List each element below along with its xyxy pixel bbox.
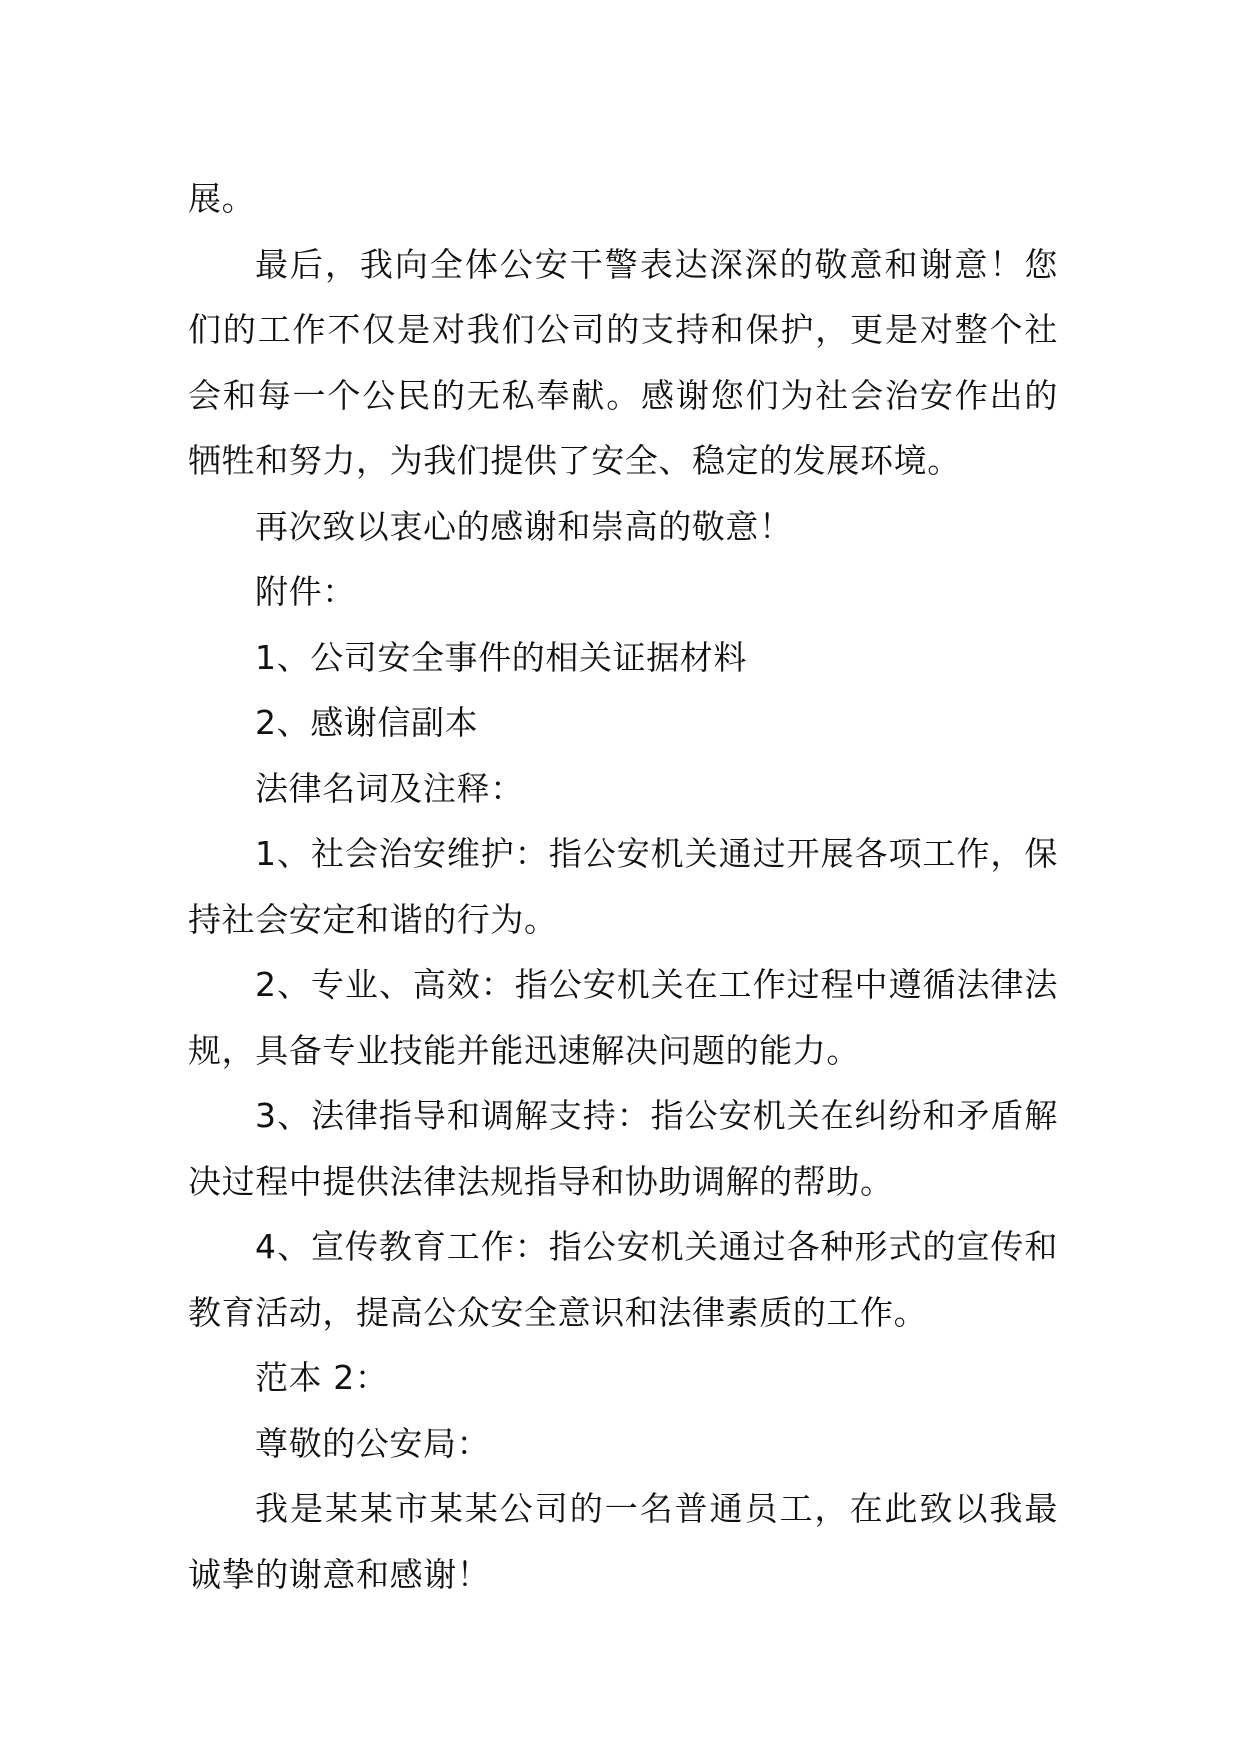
legal-terms-heading: 法律名词及注释： (255, 768, 524, 808)
attachment-item: 2、感谢信副本 (255, 703, 479, 742)
salutation: 尊敬的公安局： (255, 1423, 491, 1463)
legal-term-item: 2、专业、高效：指公安机关在工作过程中遵循法律法规，具备专业技能并能迅速解决问题的能力。 (188, 965, 1058, 1070)
template-heading: 范本 2： (255, 1358, 389, 1397)
document-body (188, 166, 1058, 1607)
legal-term-item: 1、社会治安维护：指公安机关通过开展各项工作，保持社会安定和谐的行为。 (188, 834, 1058, 939)
paragraph-continuation: 展。 (188, 179, 256, 218)
attachments-heading: 附件： (255, 572, 356, 611)
attachment-item: 1、公司安全事件的相关证据材料 (255, 637, 747, 677)
paragraph-intro: 我是某某市某某公司的一名普通员工，在此致以我最诚挚的谢意和感谢！ (188, 1489, 1058, 1594)
paragraph-closing-thanks: 最后，我向全体公安干警表达深深的敬意和谢意！您们的工作不仅是对我们公司的支持和保护，更是对整个社会和每一个公民的无私奉献。感谢您们为社会治安作出的牺牲和努力，为我们提供了安全、稳定的发展环境。 (188, 244, 1058, 480)
legal-term-item: 3、法律指导和调解支持：指公安机关在纠纷和矛盾解决过程中提供法律法规指导和协助调解的帮助。 (188, 1096, 1058, 1201)
paragraph-regards: 再次致以衷心的感谢和崇高的敬意！ (255, 506, 793, 546)
legal-term-item: 4、宣传教育工作：指公安机关通过各种形式的宣传和教育活动，提高公众安全意识和法律素质的工作。 (188, 1227, 1058, 1332)
